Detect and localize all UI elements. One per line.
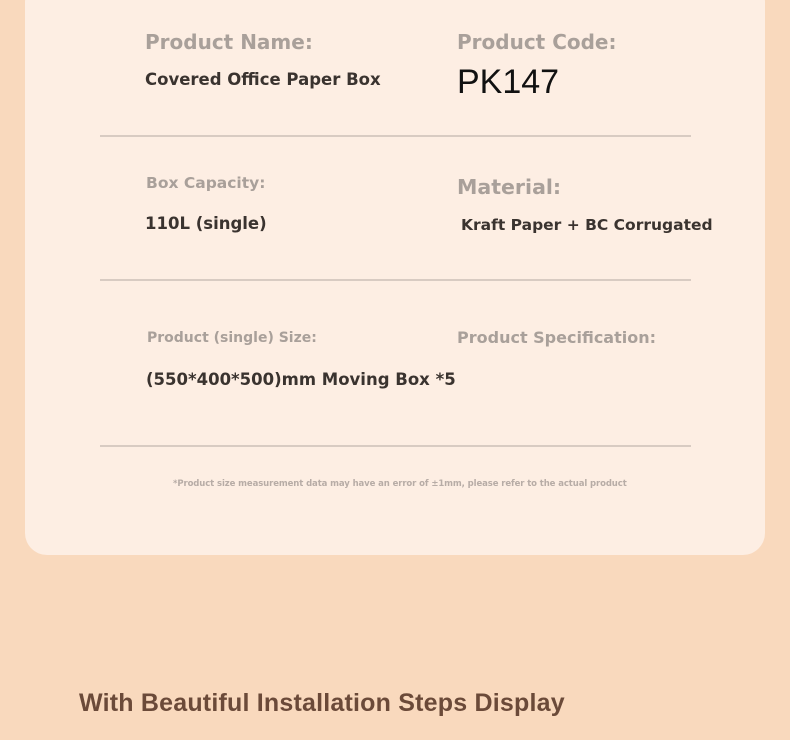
box-capacity-value: 110L (single) [145, 214, 267, 233]
product-info-card [25, 0, 765, 555]
product-code-label: Product Code: [457, 30, 617, 54]
divider [100, 279, 691, 281]
box-capacity-label: Box Capacity: [146, 174, 266, 192]
section-heading: With Beautiful Installation Steps Display [79, 689, 565, 717]
divider [100, 445, 691, 447]
product-name-value: Covered Office Paper Box [145, 70, 381, 89]
product-size-label: Product (single) Size: [147, 330, 317, 346]
divider [100, 135, 691, 137]
product-code-value: PK147 [457, 63, 560, 101]
material-label: Material: [457, 175, 562, 199]
measurement-note: *Product size measurement data may have an error of ±1mm, please refer to the actual product [173, 479, 627, 489]
product-specification-label: Product Specification: [457, 328, 657, 347]
product-size-value: (550*400*500)mm Moving Box *5 [146, 370, 456, 389]
material-value: Kraft Paper + BC Corrugated [461, 216, 713, 234]
product-name-label: Product Name: [145, 30, 313, 54]
